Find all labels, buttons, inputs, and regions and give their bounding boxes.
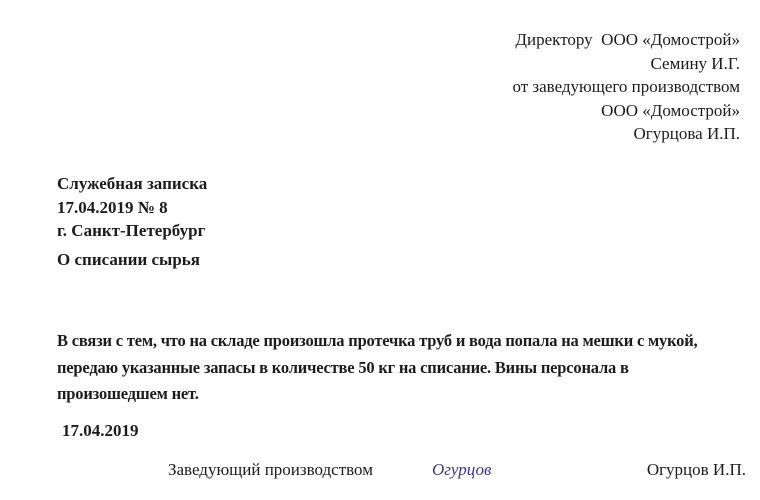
addressee-block	[512, 28, 740, 146]
subject-line: О списании сырья	[57, 250, 200, 269]
addressee-line: ООО «Домострой»	[601, 100, 740, 120]
document-meta-block	[57, 172, 207, 243]
addressee-line: Семину И.Г.	[650, 53, 740, 73]
addressee-line: Огурцова И.П.	[633, 124, 740, 143]
document-title: Служебная записка	[57, 174, 208, 193]
document-city: г. Санкт-Петербург	[57, 221, 206, 240]
addressee-line: от заведующего производством	[512, 77, 740, 96]
execution-date: 17.04.2019	[62, 421, 139, 440]
addressee-line: Директору ООО «Домострой»	[515, 30, 740, 49]
document-date-number: 17.04.2019 № 8	[57, 197, 168, 217]
signer-name: Огурцов И.П.	[646, 460, 746, 479]
signer-position: Заведующий производством	[168, 460, 373, 479]
handwritten-signature: Огурцов	[432, 460, 492, 479]
signature-row	[0, 460, 760, 484]
body-paragraph: В связи с тем, что на складе произошла протечка труб и вода попала на мешки с мукой, передаю указанные запасы в количестве 50 кг на списание. Вины персонала в произошедшем нет.	[57, 331, 702, 403]
